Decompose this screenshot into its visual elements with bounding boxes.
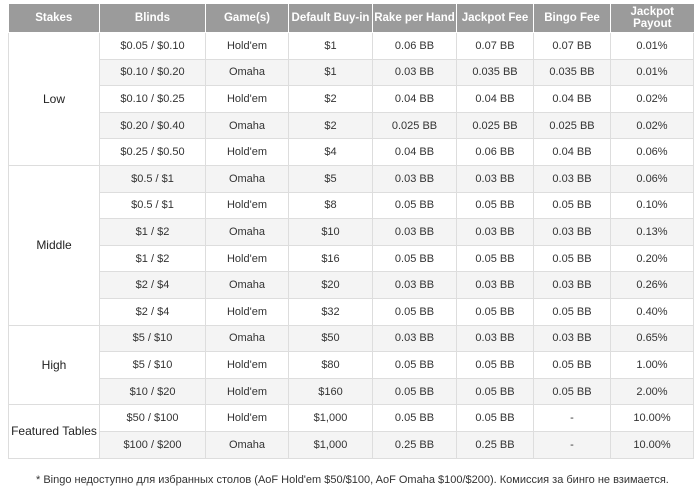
bingo-fee-cell: - bbox=[534, 431, 611, 458]
jackpot-fee-cell: 0.06 BB bbox=[457, 139, 534, 166]
blinds-cell: $0.10 / $0.25 bbox=[100, 86, 206, 113]
game-cell: Hold'em bbox=[206, 192, 289, 219]
rake-cell: 0.03 BB bbox=[373, 272, 457, 299]
rake-cell: 0.05 BB bbox=[373, 352, 457, 379]
game-cell: Omaha bbox=[206, 165, 289, 192]
bingo-fee-cell: 0.05 BB bbox=[534, 245, 611, 272]
jackpot-payout-cell: 0.26% bbox=[611, 272, 694, 299]
rake-cell: 0.03 BB bbox=[373, 325, 457, 352]
jackpot-fee-cell: 0.25 BB bbox=[457, 431, 534, 458]
bingo-fee-cell: 0.04 BB bbox=[534, 86, 611, 113]
buy-in-cell: $50 bbox=[289, 325, 373, 352]
header-rake-per-hand: Rake per Hand bbox=[373, 4, 457, 33]
jackpot-payout-cell: 0.06% bbox=[611, 139, 694, 166]
table-row bbox=[9, 431, 694, 458]
jackpot-payout-cell: 0.10% bbox=[611, 192, 694, 219]
bingo-fee-cell: 0.025 BB bbox=[534, 112, 611, 139]
rake-cell: 0.05 BB bbox=[373, 192, 457, 219]
jackpot-payout-cell: 0.01% bbox=[611, 33, 694, 60]
table-row bbox=[9, 33, 694, 60]
bingo-fee-cell: 0.05 BB bbox=[534, 352, 611, 379]
game-cell: Hold'em bbox=[206, 86, 289, 113]
table-row bbox=[9, 378, 694, 405]
table-row bbox=[9, 219, 694, 246]
table-row bbox=[9, 192, 694, 219]
blinds-cell: $1 / $2 bbox=[100, 219, 206, 246]
bingo-fee-cell: 0.03 BB bbox=[534, 219, 611, 246]
game-cell: Hold'em bbox=[206, 352, 289, 379]
stakes-cell: Middle bbox=[9, 165, 100, 325]
rake-cell: 0.06 BB bbox=[373, 33, 457, 60]
bingo-fee-cell: 0.03 BB bbox=[534, 272, 611, 299]
jackpot-payout-cell: 0.02% bbox=[611, 112, 694, 139]
table-row bbox=[9, 245, 694, 272]
table-row bbox=[9, 139, 694, 166]
game-cell: Hold'em bbox=[206, 298, 289, 325]
jackpot-fee-cell: 0.04 BB bbox=[457, 86, 534, 113]
table-row bbox=[9, 59, 694, 86]
jackpot-fee-cell: 0.07 BB bbox=[457, 33, 534, 60]
bingo-fee-cell: 0.03 BB bbox=[534, 165, 611, 192]
jackpot-payout-cell: 0.65% bbox=[611, 325, 694, 352]
buy-in-cell: $1 bbox=[289, 59, 373, 86]
header-bingo-fee: Bingo Fee bbox=[534, 4, 611, 33]
blinds-cell: $0.25 / $0.50 bbox=[100, 139, 206, 166]
buy-in-cell: $8 bbox=[289, 192, 373, 219]
table-row bbox=[9, 298, 694, 325]
blinds-cell: $1 / $2 bbox=[100, 245, 206, 272]
stakes-cell: Featured Tables bbox=[9, 405, 100, 458]
jackpot-fee-cell: 0.025 BB bbox=[457, 112, 534, 139]
bingo-fee-cell: 0.07 BB bbox=[534, 33, 611, 60]
buy-in-cell: $32 bbox=[289, 298, 373, 325]
jackpot-fee-cell: 0.05 BB bbox=[457, 192, 534, 219]
table-body bbox=[9, 33, 694, 459]
blinds-cell: $10 / $20 bbox=[100, 378, 206, 405]
blinds-cell: $0.10 / $0.20 bbox=[100, 59, 206, 86]
rake-cell: 0.05 BB bbox=[373, 245, 457, 272]
buy-in-cell: $2 bbox=[289, 86, 373, 113]
jackpot-fee-cell: 0.035 BB bbox=[457, 59, 534, 86]
header-jackpot-fee: Jackpot Fee bbox=[457, 4, 534, 33]
jackpot-payout-cell: 10.00% bbox=[611, 405, 694, 432]
buy-in-cell: $1,000 bbox=[289, 431, 373, 458]
buy-in-cell: $1 bbox=[289, 33, 373, 60]
buy-in-cell: $16 bbox=[289, 245, 373, 272]
jackpot-payout-cell: 0.13% bbox=[611, 219, 694, 246]
game-cell: Hold'em bbox=[206, 33, 289, 60]
buy-in-cell: $80 bbox=[289, 352, 373, 379]
blinds-cell: $100 / $200 bbox=[100, 431, 206, 458]
game-cell: Hold'em bbox=[206, 245, 289, 272]
header-stakes: Stakes bbox=[9, 4, 100, 33]
header-blinds: Blinds bbox=[100, 4, 206, 33]
jackpot-payout-cell: 0.02% bbox=[611, 86, 694, 113]
game-cell: Omaha bbox=[206, 219, 289, 246]
game-cell: Omaha bbox=[206, 325, 289, 352]
rake-cell: 0.03 BB bbox=[373, 59, 457, 86]
game-cell: Hold'em bbox=[206, 405, 289, 432]
jackpot-fee-cell: 0.05 BB bbox=[457, 378, 534, 405]
buy-in-cell: $160 bbox=[289, 378, 373, 405]
buy-in-cell: $4 bbox=[289, 139, 373, 166]
table-row bbox=[9, 405, 694, 432]
jackpot-payout-cell: 0.06% bbox=[611, 165, 694, 192]
jackpot-payout-cell: 1.00% bbox=[611, 352, 694, 379]
game-cell: Omaha bbox=[206, 431, 289, 458]
game-cell: Omaha bbox=[206, 112, 289, 139]
jackpot-fee-cell: 0.03 BB bbox=[457, 165, 534, 192]
buy-in-cell: $10 bbox=[289, 219, 373, 246]
blinds-cell: $0.5 / $1 bbox=[100, 165, 206, 192]
blinds-cell: $2 / $4 bbox=[100, 298, 206, 325]
table-row bbox=[9, 325, 694, 352]
footnote: * Bingo недоступно для избранных столов (AoF Hold'em $50/$100, AoF Omaha $100/$200). Комиссия за бинго не взимается. bbox=[36, 474, 669, 486]
bingo-fee-cell: 0.05 BB bbox=[534, 192, 611, 219]
rake-cell: 0.05 BB bbox=[373, 298, 457, 325]
rake-cell: 0.04 BB bbox=[373, 139, 457, 166]
jackpot-fee-cell: 0.05 BB bbox=[457, 352, 534, 379]
rake-cell: 0.025 BB bbox=[373, 112, 457, 139]
rake-cell: 0.05 BB bbox=[373, 405, 457, 432]
bingo-fee-cell: 0.035 BB bbox=[534, 59, 611, 86]
table-row bbox=[9, 112, 694, 139]
jackpot-fee-cell: 0.03 BB bbox=[457, 325, 534, 352]
bingo-fee-cell: 0.03 BB bbox=[534, 325, 611, 352]
jackpot-fee-cell: 0.05 BB bbox=[457, 405, 534, 432]
blinds-cell: $2 / $4 bbox=[100, 272, 206, 299]
blinds-cell: $50 / $100 bbox=[100, 405, 206, 432]
bingo-fee-cell: 0.05 BB bbox=[534, 298, 611, 325]
buy-in-cell: $20 bbox=[289, 272, 373, 299]
bingo-fee-cell: 0.04 BB bbox=[534, 139, 611, 166]
buy-in-cell: $2 bbox=[289, 112, 373, 139]
buy-in-cell: $5 bbox=[289, 165, 373, 192]
bingo-fee-cell: 0.05 BB bbox=[534, 378, 611, 405]
jackpot-fee-cell: 0.05 BB bbox=[457, 245, 534, 272]
jackpot-fee-cell: 0.03 BB bbox=[457, 272, 534, 299]
stakes-cell: Low bbox=[9, 33, 100, 166]
table-row bbox=[9, 165, 694, 192]
header-default-buy-in: Default Buy-in bbox=[289, 4, 373, 33]
jackpot-payout-cell: 0.20% bbox=[611, 245, 694, 272]
blinds-cell: $5 / $10 bbox=[100, 325, 206, 352]
jackpot-fee-cell: 0.05 BB bbox=[457, 298, 534, 325]
bingo-fee-cell: - bbox=[534, 405, 611, 432]
blinds-cell: $0.05 / $0.10 bbox=[100, 33, 206, 60]
rake-cell: 0.25 BB bbox=[373, 431, 457, 458]
blinds-cell: $0.20 / $0.40 bbox=[100, 112, 206, 139]
game-cell: Omaha bbox=[206, 59, 289, 86]
header-games: Game(s) bbox=[206, 4, 289, 33]
jackpot-payout-cell: 10.00% bbox=[611, 431, 694, 458]
rake-cell: 0.05 BB bbox=[373, 378, 457, 405]
jackpot-payout-cell: 0.01% bbox=[611, 59, 694, 86]
game-cell: Omaha bbox=[206, 272, 289, 299]
game-cell: Hold'em bbox=[206, 378, 289, 405]
buy-in-cell: $1,000 bbox=[289, 405, 373, 432]
table-row bbox=[9, 272, 694, 299]
game-cell: Hold'em bbox=[206, 139, 289, 166]
stakes-cell: High bbox=[9, 325, 100, 405]
table-header-row bbox=[9, 4, 694, 33]
jackpot-payout-cell: 2.00% bbox=[611, 378, 694, 405]
rake-cell: 0.03 BB bbox=[373, 165, 457, 192]
blinds-cell: $5 / $10 bbox=[100, 352, 206, 379]
rake-table bbox=[8, 4, 694, 459]
jackpot-payout-cell: 0.40% bbox=[611, 298, 694, 325]
rake-cell: 0.04 BB bbox=[373, 86, 457, 113]
rake-cell: 0.03 BB bbox=[373, 219, 457, 246]
jackpot-fee-cell: 0.03 BB bbox=[457, 219, 534, 246]
header-jackpot-payout: Jackpot Payout bbox=[611, 4, 694, 33]
table-row bbox=[9, 352, 694, 379]
table-row bbox=[9, 86, 694, 113]
blinds-cell: $0.5 / $1 bbox=[100, 192, 206, 219]
